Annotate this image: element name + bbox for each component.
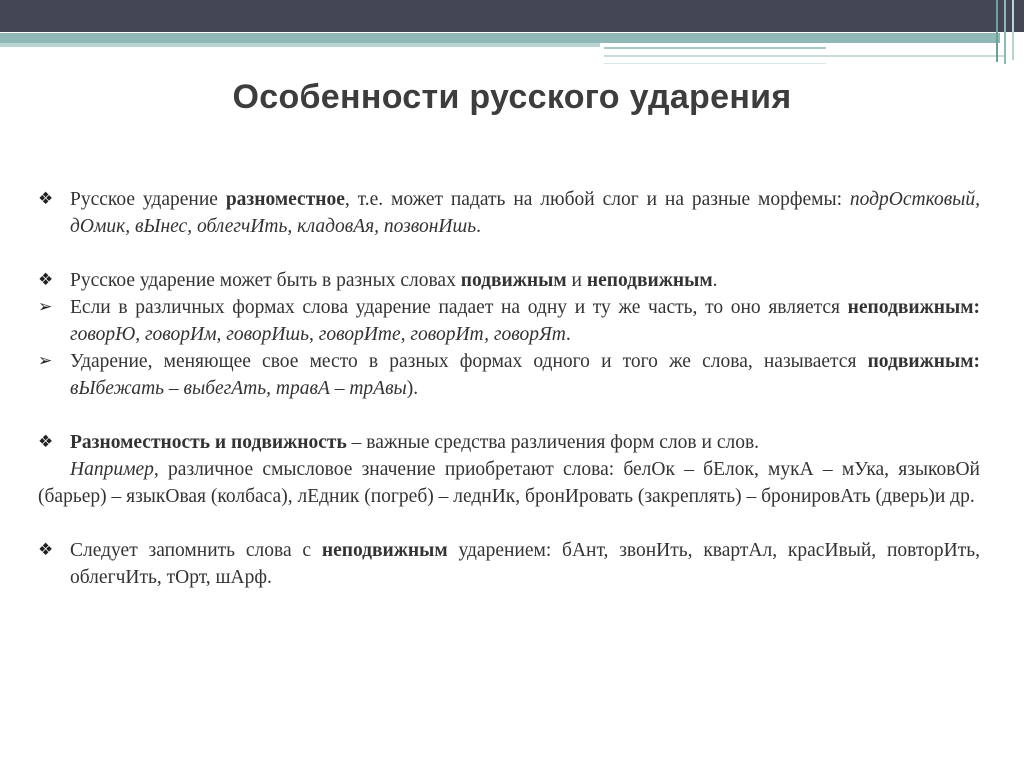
header-decor-line — [604, 47, 826, 49]
header-vertical-line — [1012, 0, 1014, 60]
arrow-bullet-paragraph: ➢ Ударение, меняющее свое место в разных формах одного и того же слова, называется подвижным: вЫбежать – выбегАть, травА – трАвы). — [38, 348, 980, 402]
slide-title: Особенности русского ударения — [232, 78, 792, 116]
diamond-bullet-icon: ❖ — [38, 432, 54, 452]
header-bar — [0, 0, 1024, 32]
slide-body — [38, 186, 980, 591]
diamond-bullet-icon: ❖ — [38, 189, 54, 209]
header-accent-stripe-thin — [0, 43, 600, 47]
diamond-bullet-icon: ❖ — [38, 540, 54, 560]
arrow-bullet-icon: ➢ — [38, 351, 53, 371]
bullet-paragraph: ❖ Русское ударение разноместное, т.е. может падать на любой слог и на разные морфемы: подрОстковый, дОмик, вЫнес, облегчИть, кладовАя, позвонИшь. — [38, 186, 980, 240]
bullet-paragraph: ❖ Следует запомнить слова с неподвижным ударением: бАнт, звонИть, квартАл, красИвый, повторИть, облегчИть, тОрт, шАрф. — [38, 537, 980, 591]
header-decor-line — [604, 55, 1004, 57]
bullet-paragraph: ❖ Русское ударение может быть в разных словах подвижным и неподвижным. — [38, 267, 980, 294]
header-accent-stripe — [0, 33, 1000, 43]
header-vertical-line — [996, 0, 998, 62]
arrow-bullet-icon: ➢ — [38, 297, 53, 317]
diamond-bullet-icon: ❖ — [38, 270, 54, 290]
header-decor-line — [604, 63, 826, 64]
example-paragraph: Например, различное смысловое значение приобретают слова: белОк – бЕлок, мукА – мУка, языковОй (барьер) – языкОвая (колбаса), лЕдник (погреб) – леднИк, бронИровать (закреплять) – бронировАть (дверь)и др. — [38, 459, 980, 507]
arrow-bullet-paragraph: ➢ Если в различных формах слова ударение падает на одну и ту же часть, то оно является неподвижным: говорЮ, говорИм, говорИшь, говорИте, говорИт, говорЯт. — [38, 294, 980, 348]
bullet-paragraph: ❖ Разноместность и подвижность – важные средства различения форм слов и слов. — [38, 429, 980, 456]
header-vertical-line — [1004, 0, 1006, 64]
